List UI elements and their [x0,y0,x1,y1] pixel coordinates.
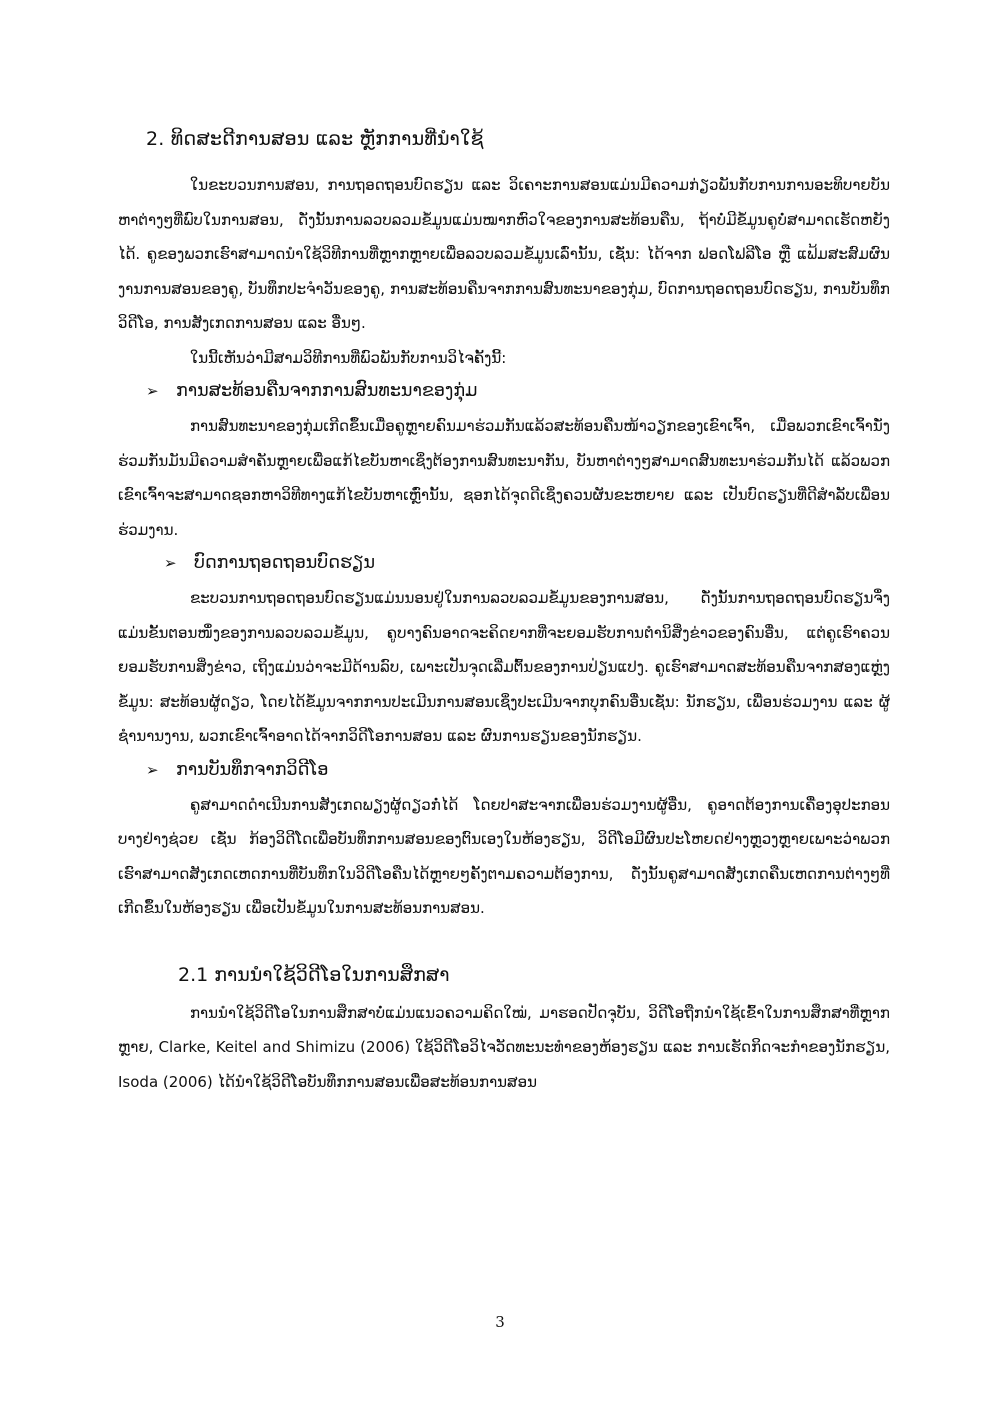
subsection-heading: 2.1 ການນຳໃຊ້ວິດີໂອໃນການສຶກສາ [178,963,450,986]
bullet-paragraph-group-discussion: ການສົນທະນາຂອງກຸ່ມເກີດຂຶ້ນເມື່ອຄູຫຼາຍຄົນມາຮ່ວມກັນແລ້ວສະທ້ອນຄືນໜ້າວຽກຂອງເຂົາເຈົ້າ, ເມື່ອພວກເຂົາເຈົ້ານັ່ງຮ່ວມກັນມັນມີຄວາມສຳຄັນຫຼາຍເພື່ອແກ້ໄຂບັນຫາເຊິ່ງຕ້ອງການສົນທະນາກັນ, ບັນຫາຕ່າງໆສາມາດສົນທະນາຮ່ວມກັນໄດ້ ແລ້ວພວກເຂົາເຈົ້າຈະສາມາດຊອກຫາວິທີທາງແກ້ໄຂບັນຫາເຫຼົ່ານັ້ນ, ຊອກໄດ້ຈຸດດີເຊິ່ງຄວນຜັນຂະຫຍາຍ ແລະ ເປັນບົດຮຽນທີ່ດີສຳລັບເພື່ອນຮ່ວມງານ. [118,417,890,539]
section-heading: 2. ທິດສະດີການສອນ ແລະ ຫຼັກການທີ່ນຳໃຊ້ [146,128,484,150]
bullet-paragraph-lessons-learned: ຂະບວນການຖອດຖອນບົດຮຽນແມ່ນນອນຢູ່ໃນການລວບລວມຂໍ້ມູນຂອງການສອນ, ດັ່ງນັ້ນການຖອດຖອນບົດຮຽນຈຶ່ງແມ່ນຂັ້ນຕອນໜຶ່ງຂອງການລວບລວມຂໍ້ມູນ, ຄູບາງຄົນອາດຈະຄິດຍາກທີ່ຈະຍອມຮັບການຕຳນິສິ່ງຂ່າວຂອງຄົນອື່ນ, ແຕ່ຄູເຮົາຄວນຍອມຮັບການສິ່ງຂ່າວ, ເຖິງແມ່ນວ່າຈະມີດ້ານລົບ, ເພາະເປັນຈຸດເລີ່ມຕົ້ນຂອງການປ່ຽນແປງ. ຄູເຮົາສາມາດສະທ້ອນຄືນຈາກສອງແຫຼ່ງຂໍ້ມູນ: ສະທ້ອນຜູ້ດຽວ, ໂດຍໄດ້ຂໍ້ມູນຈາກການປະເມີນການສອນເຊິ່ງປະເມີນຈາກບຸກຄົນອື່ນເຊັ່ນ: ນັກຮຽນ, ເພື່ອນຮ່ວມງານ ແລະ ຜູ້ຊຳນານງານ, ພວກເຂົາເຈົ້າອາດໄດ້ຈາກວິດີໂອການສອນ ແລະ ຜົນການຮຽນຂອງນັກຮຽນ. [118,589,890,745]
bullet-heading-video-recording [146,760,890,780]
arrow-bullet-icon: ➢ [164,554,177,572]
bullet-title: ການສະທ້ອນຄືນຈາກການສົນທະນາຂອງກຸ່ມ [176,381,478,401]
arrow-bullet-icon: ➢ [146,382,159,400]
intro-paragraph: ໃນຂະບວນການສອນ, ການຖອດຖອນບົດຮຽນ ແລະ ວິເຄາະການສອນແມ່ນມີຄວາມກ່ຽວພັນກັບການການອະທິບາຍບັນຫາຕ່າງໆທີ່ພົບໃນການສອນ, ດັ່ງນັ້ນການລວບລວມຂໍ້ມູນແມ່ນໝາກຫົວໃຈຂອງການສະທ້ອນຄືນ, ຖ້າບໍ່ມີຂໍ້ມູນຄູບໍ່ສາມາດເຮັດຫຍັງໄດ້. ຄູຂອງພວກເຮົາສາມາດນຳໃຊ້ວິທີການທີ່ຫຼາກຫຼາຍເພື່ອລວບລວມຂໍ້ມູນເລົ່ານັ້ນ, ເຊັ່ນ: ໄດ້ຈາກ ຟອດໂຟລີໂອ ຫຼື ແຟ້ມສະສົມຜົນງານການສອນຂອງຄູ, ບັນທຶກປະຈຳວັນຂອງຄູ, ການສະທ້ອນຄືນຈາກການສົນທະນາຂອງກຸ່ມ, ບົດການຖອດຖອນບົດຮຽນ, ການບັນທຶກວິດີໂອ, ການສັງເກດການສອນ ແລະ ອື່ນໆ. [118,176,890,332]
bullet-paragraph-video-recording: ຄູສາມາດດຳເນີນການສັງເກດພຽງຜູ້ດຽວກໍ່ໄດ້ ໂດຍປາສະຈາກເພື່ອນຮ່ວມງານຜູ້ອື່ນ, ຄູອາດຕ້ອງການເຄື່ອງອຸປະກອນບາງຢ່າງຊ່ວຍ ເຊັ່ນ ກ້ອງວິດີໂດເພື່ອບັນທຶກການສອນຂອງຕົນເອງໃນຫ້ອງຮຽນ, ວິດີໂອມີຜົນປະໂຫຍດຢ່າງຫຼວງຫຼາຍເພາະວ່າພວກເຮົາສາມາດສັງເກດເຫດການທີ່ບັນທຶກໃນວິດີໂອຄືນໄດ້ຫຼາຍໆຄັ້ງຕາມຄວາມຕ້ອງການ, ດັ່ງນັ້ນຄູສາມາດສັງເກດຄືນເຫດການຕ່າງໆທີ່ເກີດຂຶ້ນໃນຫ້ອງຮຽນ ເພື່ອເປັນຂໍ້ມູນໃນການສະທ້ອນການສອນ. [118,795,890,917]
document-page [118,128,890,1099]
bullet-heading-group-discussion [146,381,890,401]
page-number: 3 [495,1313,505,1331]
arrow-bullet-icon: ➢ [146,760,159,779]
bullet-heading-lessons-learned [164,553,890,573]
bullet-title: ການບັນທຶກຈາກວິດີໂອ [176,759,329,780]
bullet-title: ບົດການຖອດຖອນບົດຮຽນ [194,553,376,573]
subsection-paragraph: ການນຳໃຊ້ວິດີໂອໃນການສຶກສາບໍ່ແມ່ນແນວຄວາມຄິດໃໝ່, ມາຮອດປັດຈຸບັນ, ວິດີໂອຖືກນຳໃຊ້ເຂົ້າໃນການສຶກສາທີ່ຫຼາກຫຼາຍ, Clarke, Keitel and Shimizu (2006) ໃຊ້ວິດີໂອວິໄຈວັດທະນະທຳຂອງຫ້ອງຮຽນ ແລະ ການເຮັດກິດຈະກຳຂອງນັກຮຽນ, Isoda (2006) ໄດ້ນຳໃຊ້ວິດີໂອບັນທຶກການສອນເພື່ອສະທ້ອນການສອນ [118,1003,890,1091]
methods-intro: ໃນນີ້ເຫັນວ່າມີສາມວິທີການທີ່ພົວພັນກັບການວິໄຈຄັ້ງນີ້: [190,348,507,367]
